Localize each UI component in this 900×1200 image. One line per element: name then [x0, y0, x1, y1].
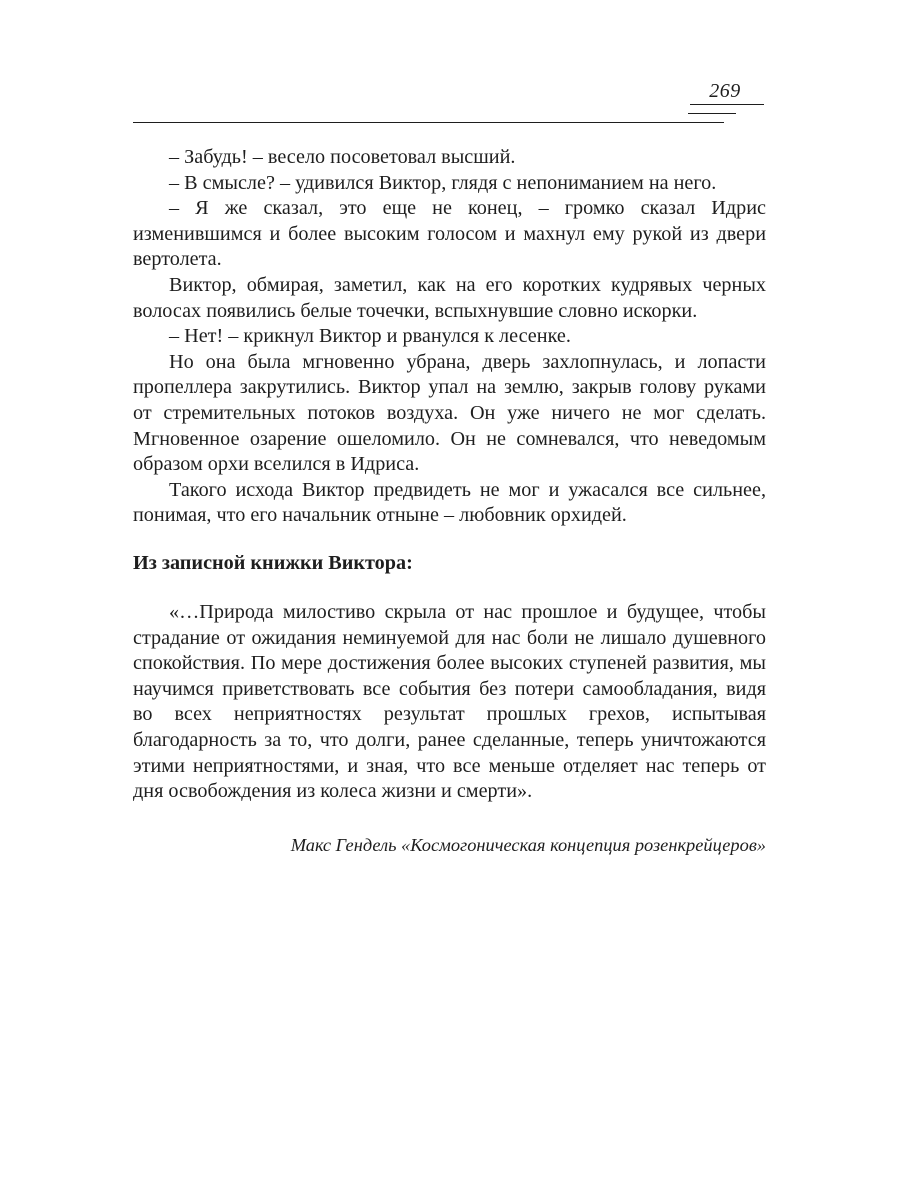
quote-text: «…Природа милостиво скрыла от нас прошлое и будущее, чтобы страдание от ожидания неминуемой для нас боли не лишало душевного спокойствия. По мере достижения более высоких ступеней развития, мы научимся приветствовать все события без потери самообладания, видя во всех неприятностях результат прошлых грехов, испытывая благодарность за то, что долги, ранее сделанные, теперь уничтожаются этими неприятностями, и зная, что все меньше отделяет нас теперь от дня освобождения из колеса жизни и смерти».	[133, 601, 766, 803]
paragraph: Виктор, обмирая, заметил, как на его коротких кудрявых черных волосах появились белые точечки, вспыхнувшие словно искорки.	[133, 273, 766, 322]
paragraph: – Нет! – крикнул Виктор и рванулся к лесенке.	[169, 325, 571, 348]
paragraph: – Забудь! – весело посоветовал высший.	[169, 146, 516, 168]
section-heading: Из записной книжки Виктора:	[133, 552, 413, 574]
narrative-text	[133, 145, 766, 529]
paragraph: – Я же сказал, это еще не конец, – громко сказал Идрис изменившимся и более высоким голосом и махнул ему рукой из двери вертолета.	[133, 197, 766, 271]
paragraph: Такого исхода Виктор предвидеть не мог и ужасался все сильнее, понимая, что его начальник отныне – любовник орхидей.	[133, 478, 766, 527]
header-ornament-line-2	[688, 113, 736, 114]
quote-attribution: Макс Гендель «Космогоническая концепция розенкрейцеров»	[290, 835, 766, 855]
header-rule	[133, 122, 713, 123]
quote-block	[133, 600, 766, 805]
paragraph: Но она была мгновенно убрана, дверь захлопнулась, и лопасти пропеллера закрутились. Виктор упал на землю, закрыв голову руками от стремительных потоков воздуха. Он уже ничего не мог сделать. Мгновенное озарение ошеломило. Он не сомневался, что неведомым образом орхи вселился в Идриса.	[133, 350, 766, 476]
paragraph: – В смысле? – удивился Виктор, глядя с непониманием на него.	[169, 171, 717, 194]
header-ornament-line-1	[690, 104, 764, 105]
page-number: 269	[709, 80, 741, 102]
